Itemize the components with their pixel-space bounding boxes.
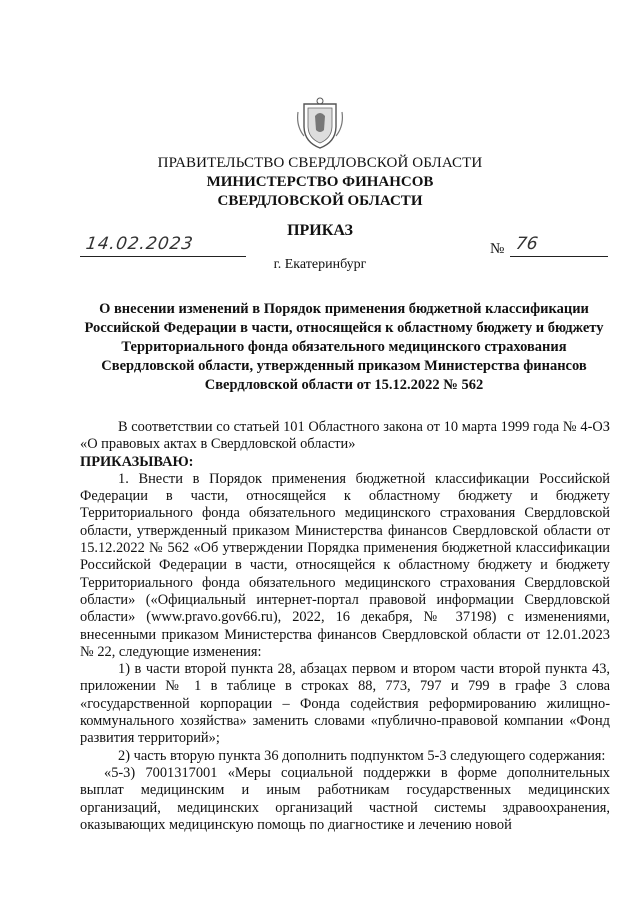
preamble-paragraph: В соответствии со статьей 101 Областного закона от 10 марта 1999 года № 4-ОЗ «О правовых актах в Свердловской области» xyxy=(80,419,610,453)
number-field xyxy=(510,236,608,257)
ministry-name: МИНИСТЕРСТВО ФИНАНСОВ xyxy=(206,174,434,190)
item-1-paragraph: 1. Внести в Порядок применения бюджетной классификации Российской Федерации в части, относящейся к областному бюджету и бюджету Территориального фонда обязательного медицинского страхования Свердловской области, утвержденный приказом Министерства финансов Свердловской области от 15.12.2022 № 562 «Об утверждении Порядка применения бюджетной классификации Российской Федерации в части, относящейся к областному бюджету и бюджету Территориального фонда обязательного медицинского страхования Свердловской области» («Официальный интернет-портал правовой информации Свердловской области» (www.pravo.gov66.ru), 2022, 16 декабря, № 37198) с изменениями, внесенными приказом Министерства финансов Свердловской области от 12.01.2023 № 22, следующие изменения: xyxy=(80,470,610,660)
city-label: г. Екатеринбург xyxy=(273,257,367,272)
document-body xyxy=(80,419,610,834)
subitem-2-paragraph: 2) часть вторую пункта 36 дополнить подпунктом 5-3 следующего содержания: xyxy=(118,747,606,764)
government-name: ПРАВИТЕЛЬСТВО СВЕРДЛОВСКОЙ ОБЛАСТИ xyxy=(157,155,483,171)
subitem-1-paragraph: 1) в части второй пункта 28, абзацах первом и втором части второй пункта 43, приложении № 1 в таблице в строках 88, 773, 797 и 799 в графе 3 слова «государственной корпорации – Фонда содействия реформированию жилищно-коммунального хозяйства» заменить словами «публично-правовой компании «Фонд развития территорий»; xyxy=(80,661,610,747)
handwritten-number: 76 xyxy=(514,234,540,254)
issuer-header xyxy=(0,154,640,211)
order-subject: О внесении изменений в Порядок применения бюджетной классификации Российской Федерации в части, относящейся к областному бюджету и бюджету Территориального фонда обязательного медицинского страхования Свердловской области, утвержденный приказом Министерства финансов Свердловской области от 15.12.2022 № 562 xyxy=(84,301,604,393)
ministry-region: СВЕРДЛОВСКОЙ ОБЛАСТИ xyxy=(217,193,423,209)
handwritten-date: 14.02.2023 xyxy=(84,234,195,254)
quoted-subitem-paragraph: «5-3) 7001317001 «Меры социальной поддержки в форме дополнительных выплат медицинским и иным работникам государственных медицинских организаций, медицинских организаций частной системы здравоохранения, оказывающих медицинскую помощь по диагностике и лечению новой xyxy=(80,764,610,833)
command-word: ПРИКАЗЫВАЮ: xyxy=(80,453,194,470)
number-label: № xyxy=(490,241,505,257)
document-type-title: ПРИКАЗ xyxy=(287,222,353,239)
date-field xyxy=(80,236,246,257)
coat-of-arms-icon xyxy=(296,96,344,150)
